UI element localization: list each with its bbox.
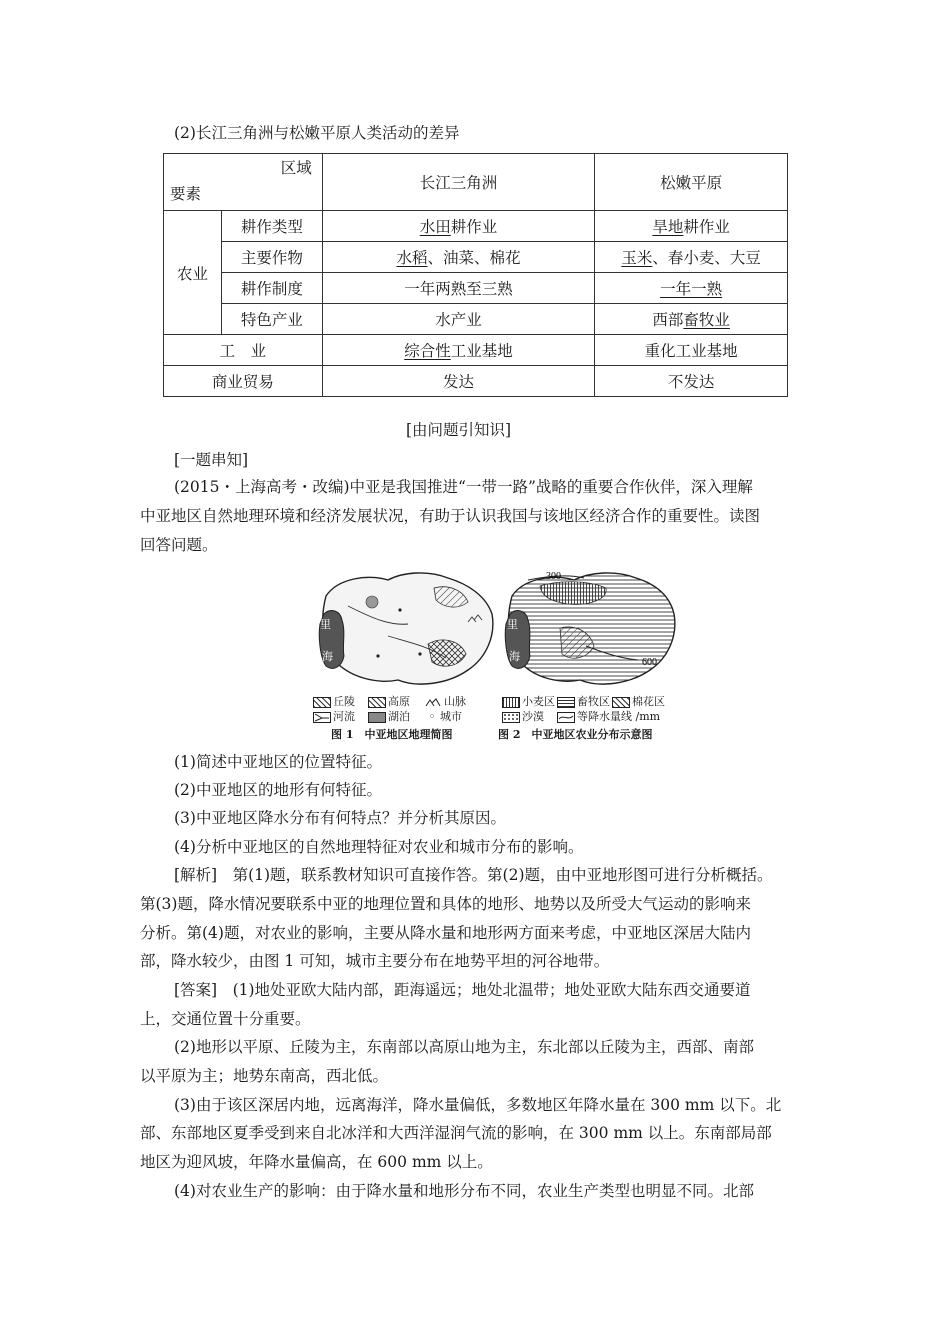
cell-yangtze: 水田耕作业 [322,211,595,242]
hill-pattern-icon [313,697,331,708]
answer-line: (3)由于该区深居内地，远离海洋，降水量偏低，多数地区年降水量在 300 mm 以下。北 [174,1096,782,1114]
analysis-line: 部，降水较少，由图 1 可知，城市主要分布在地势平坦的河谷地带。 [140,952,610,970]
map2-legend-item: 畜牧区 [557,693,610,709]
question: (2)中亚地区的地形有何特征。 [174,781,382,799]
cell-songnen: 玉米、春小麦、大豆 [595,242,788,273]
sub-heading: [一题串知] [174,451,249,469]
map2-sea-label: 海 [509,651,520,663]
row-label: 特色产业 [221,304,322,335]
analysis-line: 第(3)题，降水情况要联系中亚的地理位置和具体的地形、地势以及所受大气运动的影响来 [140,895,751,913]
cell-songnen: 一年一熟 [595,273,788,304]
city-icon: ◦ [428,710,436,723]
map2-legend-item: 棉花区 [612,693,665,709]
answer-line: 上，交通位置十分重要。 [140,1010,311,1028]
map1-legend-item: 山脉 [424,693,466,709]
row-label: 耕作制度 [221,273,322,304]
wheat-pattern-icon [502,697,520,708]
intro-line: 中亚地区自然地理环境和经济发展状况，有助于认识我国与该地区经济合作的重要性。读图 [140,507,761,525]
row-label: 耕作类型 [221,211,322,242]
table-row [164,366,788,397]
comparison-table [163,153,788,397]
river-icon [313,712,331,723]
section-title: (2)长江三角洲与松嫩平原人类活动的差异 [174,124,460,142]
answer-line: (4)对农业生产的影响：由于降水量和地形分布不同，农业生产类型也明显不同。北部 [174,1182,754,1200]
center-heading: [由问题引知识] [406,421,512,439]
plateau-pattern-icon [368,697,386,708]
pasture-pattern-icon [557,697,575,708]
map-2-agriculture [498,566,678,694]
cell-yangtze: 一年两熟至三熟 [322,273,595,304]
question: (4)分析中亚地区的自然地理特征对农业和城市分布的影响。 [174,838,584,856]
question: (3)中亚地区降水分布有何特点？并分析其原因。 [174,809,506,827]
header-region: 区域 [280,159,312,177]
table-row [164,273,788,304]
map1-legend-item: 河流 [313,708,355,724]
col-header-yangtze: 长江三角洲 [322,154,595,211]
intro-line: (2015・上海高考・改编)中亚是我国推进“一带一路”战略的重要合作伙伴，深入理解 [174,478,753,496]
cell-songnen: 西部畜牧业 [595,304,788,335]
map2-legend-item: 沙漠 [502,708,544,724]
map1-sea-label: 里 [320,619,331,631]
intro-line: 回答问题。 [140,536,218,554]
col-header-songnen: 松嫩平原 [595,154,788,211]
question: (1)简述中亚地区的位置特征。 [174,753,382,771]
analysis-line: 分析。第(4)题，对农业的影响，主要从降水量和地形两方面来考虑，中亚地区深居大陆内 [140,924,751,942]
cell-songnen: 旱地耕作业 [595,211,788,242]
cell-songnen: 重化工业基地 [595,335,788,366]
agri-label: 农业 [164,211,222,335]
desert-pattern-icon [502,712,520,723]
mountain-icon [424,697,442,708]
map1-sea-label: 海 [322,651,333,663]
answer-line: 地区为迎风坡，年降水量偏高，在 600 mm 以上。 [140,1153,493,1171]
table-row [164,242,788,273]
map2-sea-label: 里 [507,619,518,631]
analysis-line: [解析] 第(1)题，联系教材知识可直接作答。第(2)题，由中亚地形图可进行分析概括。 [174,866,773,884]
table-row [164,335,788,366]
table-row [164,304,788,335]
isohyet-icon [557,712,575,723]
map2-isoline-300: 300 [546,571,561,582]
trade-label: 商业贸易 [164,366,323,397]
header-element: 要素 [170,185,202,203]
cell-songnen: 不发达 [595,366,788,397]
table-corner-header [164,154,323,211]
cell-yangtze: 发达 [322,366,595,397]
map1-legend-item: 丘陵 [313,693,355,709]
cotton-pattern-icon [612,697,630,708]
map1-caption: 图 1 中亚地区地理简图 [331,728,453,741]
answer-line: (2)地形以平原、丘陵为主，东南部以高原山地为主，东北部以丘陵为主，西部、南部 [174,1038,754,1056]
map1-legend-item: ◦ 城市 [424,708,462,724]
cell-yangtze: 综合性工业基地 [322,335,595,366]
answer-line: 以平原为主；地势东南高，西北低。 [140,1067,389,1085]
map2-legend-item: 小麦区 [502,693,555,709]
row-label: 主要作物 [221,242,322,273]
map2-legend-item: 等降水量线 /mm [557,708,660,724]
map2-caption: 图 2 中亚地区农业分布示意图 [498,728,653,741]
map1-legend-item: 高原 [368,693,410,709]
lake-icon [368,712,386,723]
cell-yangtze: 水稻、油菜、棉花 [322,242,595,273]
map1-legend-item: 湖泊 [368,708,410,724]
map2-isoline-600: 600 [642,657,657,668]
cell-yangtze: 水产业 [322,304,595,335]
answer-line: 部、东部地区夏季受到来自北冰洋和大西洋湿润气流的影响，在 300 mm 以上。东南部局部 [140,1124,772,1142]
industry-label: 工 业 [164,335,323,366]
table-row [164,211,788,242]
answer-line: [答案] (1)地处亚欧大陆内部，距海遥远；地处北温带；地处亚欧大陆东西交通要道 [174,981,751,999]
map-1-central-asia-terrain [308,566,498,694]
